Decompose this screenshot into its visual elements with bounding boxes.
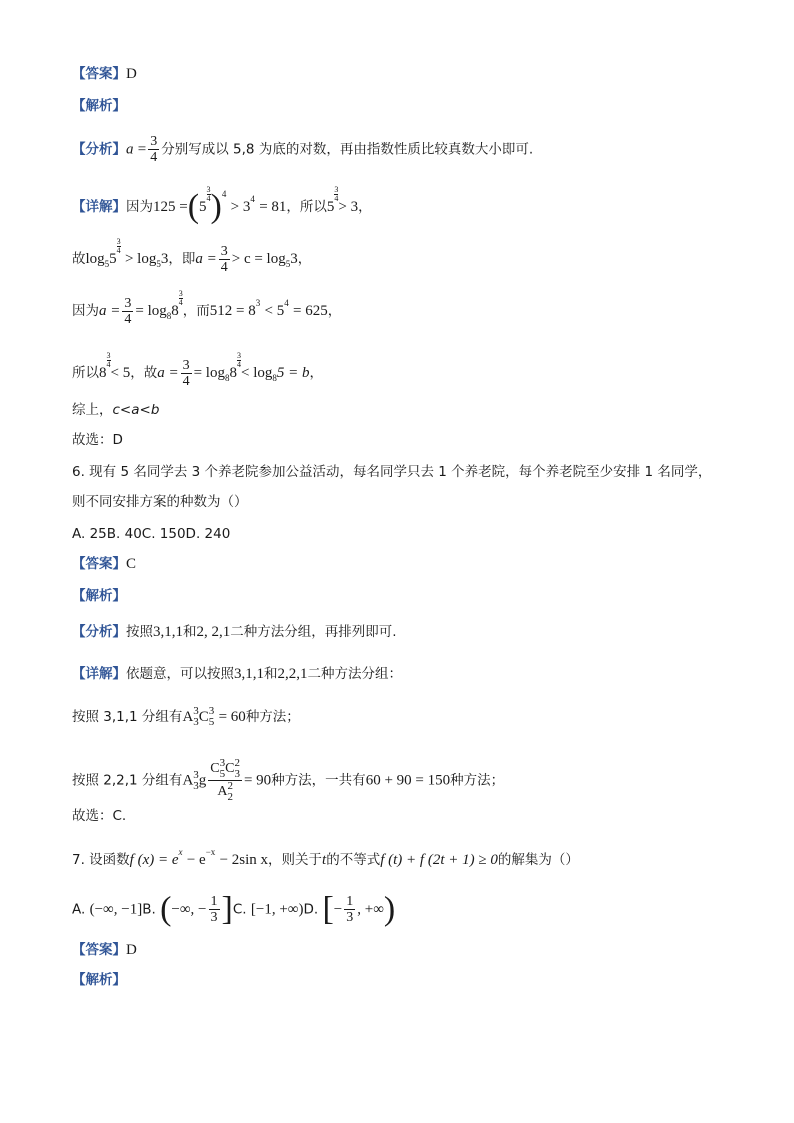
q6-stem-line-2: [72, 492, 248, 512]
exp-fraction: $\frac{3}{4}$: [236, 351, 241, 369]
q5-fenxi-text: 分别写成以 5,8 为底的对数，再由指数性质比较真数大小即可.: [161, 141, 534, 158]
log-base: 5: [104, 259, 110, 269]
log-base: 5: [156, 259, 161, 269]
math-base: 8: [171, 303, 179, 319]
fraction: $\frac{3}{4}$: [124, 295, 132, 327]
q5-detail-line-1: 【详解】因为125 =(5 $\frac{3}{4}$ )$^4 > 3^4 = 81$，所以5 $\frac{3}{4}$ > 3，: [72, 185, 372, 225]
math-expr: = 90: [243, 772, 272, 789]
math-sym: A: [182, 772, 194, 789]
math-expr: = 81: [259, 199, 287, 215]
fraction: $\frac{1}{3}$: [346, 894, 354, 925]
math-expr: = 60: [218, 709, 246, 725]
q5-analysis-tag-line: [72, 96, 126, 116]
option-d: −: [333, 901, 343, 918]
fraction: $\frac{3}{4}$: [182, 357, 190, 389]
q5-detail-line-2: [72, 238, 311, 275]
q6-options-line: [72, 524, 230, 544]
option-label: C.: [232, 901, 247, 918]
option-a: (−∞, −1]: [89, 901, 143, 918]
question-stem: 7. 设函数: [72, 852, 130, 868]
log-base: 8: [224, 373, 230, 383]
math-expr: a =: [195, 251, 217, 267]
math-var: a: [126, 141, 134, 158]
q6-detail-line-2: [72, 706, 300, 728]
answer-tag: 【答案】: [72, 556, 126, 572]
text: 和: [183, 624, 197, 640]
text: ，即: [168, 251, 196, 267]
text: 综上，: [72, 402, 113, 418]
question-stem: 6. 现有 5 名同学去 3 个养老院参加公益活动，每名同学只去 1 个养老院，每个养老院至少安排 1 名同学，: [72, 464, 712, 480]
analysis-tag: 【解析】: [72, 972, 126, 988]
text: 种方法，一共有: [271, 772, 366, 789]
exp-fraction: $\frac{3}{4}$: [106, 351, 111, 369]
fraction: $\frac{3}{4}$: [220, 243, 228, 275]
answer-tag: 【答案】: [72, 942, 126, 958]
fenxi-tag: 【分析】: [72, 624, 126, 640]
math-expr: 3: [290, 251, 298, 267]
math-base: 8: [99, 365, 107, 381]
math-expr: < 5: [264, 303, 285, 319]
math-expr: 60 + 90 = 150: [365, 772, 451, 789]
question-stem: 则不同安排方案的种数为（）: [72, 494, 248, 510]
q5-choose-line: [72, 430, 123, 450]
exp-fraction: $\frac{3}{4}$: [206, 185, 211, 203]
math-expr: = 625: [293, 303, 328, 319]
text: ，: [358, 199, 372, 215]
math-expr: 512 = 8: [209, 303, 256, 319]
text: ，故: [130, 365, 158, 381]
q7-answer-line: [72, 940, 137, 960]
math-expr: − e: [186, 852, 206, 868]
math-expr: > 3: [230, 199, 251, 215]
text: 按照 2,2,1 分组有: [72, 772, 183, 789]
fenxi-tag: 【分析】: [72, 141, 126, 158]
text: 故选：C.: [72, 808, 127, 824]
text: 二种方法分组：: [307, 666, 402, 682]
text: 故选：D: [72, 432, 123, 448]
math-expr: 2, 2,1: [196, 624, 231, 640]
q6-detail-line-1: [72, 664, 402, 684]
text: ，所以: [286, 199, 327, 215]
math-expr: 2,2,1: [277, 666, 308, 682]
text: 因为: [126, 199, 153, 215]
text: ，: [309, 365, 323, 381]
text: 的解集为（）: [497, 852, 579, 868]
xiangjie-tag: 【详解】: [72, 666, 126, 682]
math-expr: c<a<b: [112, 402, 160, 418]
q5-answer-line: [72, 64, 137, 84]
script-pair: 3 3: [193, 705, 199, 728]
exp-fraction: $\frac{3}{4}$: [334, 185, 339, 203]
q7-answer: D: [126, 942, 137, 958]
option-label: B.: [142, 901, 156, 918]
q7-options-line: A. (−∞, −1]B. (−∞, − $\frac{1}{3}$ ]C. [−1, +∞)D. [− $\frac{1}{3}$ , +∞): [72, 890, 396, 928]
q6-fenxi-line: [72, 622, 397, 642]
math-expr: > c = log: [231, 251, 286, 267]
q6-detail-line-3: [72, 758, 504, 803]
q6-choose-line: [72, 806, 126, 826]
exp-fraction: $\frac{3}{4}$: [116, 237, 121, 255]
analysis-tag: 【解析】: [72, 588, 126, 604]
text: 二种方法分组，再排列即可.: [230, 624, 397, 640]
text: 依题意，可以按照: [126, 666, 234, 682]
text: 和: [264, 666, 278, 682]
text: 种方法；: [245, 709, 300, 725]
text: 因为: [72, 303, 99, 319]
math-expr: 125 =: [153, 199, 188, 215]
q6-answer: C: [126, 556, 137, 572]
math-expr: − 2sin x: [219, 852, 269, 868]
q5-fenxi-line: [72, 134, 533, 165]
analysis-tag: 【解析】: [72, 98, 126, 114]
text: 故: [72, 251, 86, 267]
math-op: =: [137, 141, 147, 158]
math-expr: 3,1,1: [153, 624, 183, 640]
text: 的不等式: [326, 852, 381, 868]
text: 按照 3,1,1 分组有: [72, 709, 183, 725]
exponent: x: [178, 847, 183, 857]
math-expr: f (t) + f (2t + 1) ≥ 0: [380, 852, 498, 868]
math-expr: a =: [99, 303, 121, 319]
math-expr: > log: [124, 251, 157, 267]
q5-answer: D: [126, 66, 137, 82]
math-base: 5: [199, 199, 207, 215]
option-label: D.: [303, 901, 319, 918]
exponent: 3: [255, 298, 261, 308]
q6-stem-line-1: [72, 462, 711, 482]
option-c: [−1, +∞): [250, 901, 304, 918]
q7-analysis-tag-line: [72, 970, 126, 990]
text: 种方法；: [450, 772, 505, 789]
fraction: C 3 5 C 2 3 A 2 2: [210, 757, 240, 803]
text: 按照: [126, 624, 153, 640]
fraction: $\frac{1}{3}$: [210, 894, 218, 925]
xiangjie-tag: 【详解】: [72, 199, 126, 215]
exponent: 4: [284, 298, 289, 308]
math-expr: 5 = b: [276, 365, 310, 381]
log-base: 8: [166, 311, 172, 321]
exponent: −x: [205, 847, 216, 857]
q6-analysis-tag-line: [72, 586, 126, 606]
math-expr: f (x) = e: [129, 852, 179, 868]
exponent: 4: [250, 194, 255, 204]
question-options: A. 25B. 40C. 150D. 240: [72, 526, 231, 542]
math-expr: = log: [193, 365, 225, 381]
option-b: −∞, −: [171, 901, 207, 918]
q7-stem-line: [72, 842, 579, 870]
exp-fraction: $\frac{3}{4}$: [178, 289, 183, 307]
log-base: 5: [285, 259, 291, 269]
text: ，则关于: [268, 852, 323, 868]
log-base: 8: [272, 373, 277, 383]
math-sym: C: [198, 709, 209, 725]
text: ，: [327, 303, 342, 319]
q6-answer-line: [72, 554, 136, 574]
math-base: 8: [229, 365, 237, 381]
fraction: $\frac{3}{4}$: [150, 134, 158, 165]
text: ，: [297, 251, 312, 267]
q5-summary-line: [72, 400, 159, 420]
math-expr: = log: [135, 303, 167, 319]
math-expr: < log: [240, 365, 273, 381]
math-expr: 3,1,1: [234, 666, 264, 682]
math-base: 5: [326, 199, 335, 215]
math-expr: < 5: [110, 365, 131, 381]
answer-tag: 【答案】: [72, 66, 126, 82]
script-pair: 3 5: [208, 705, 215, 728]
math-log: log: [85, 251, 105, 267]
option-d: , +∞: [357, 901, 384, 918]
math-sym: A: [182, 709, 194, 725]
q5-detail-line-3: [72, 290, 341, 327]
math-expr: 3: [160, 251, 169, 267]
math-sym: g: [198, 772, 207, 789]
script-pair: 3 3: [193, 768, 199, 792]
math-var: t: [322, 852, 327, 868]
exponent: 4: [221, 189, 227, 199]
text: ，而: [182, 303, 210, 319]
q5-detail-line-4: [72, 352, 323, 389]
math-expr: a =: [157, 365, 179, 381]
math-base: 5: [109, 251, 117, 267]
option-label: A.: [72, 901, 86, 918]
math-expr: > 3: [338, 199, 359, 215]
text: 所以: [72, 365, 99, 381]
